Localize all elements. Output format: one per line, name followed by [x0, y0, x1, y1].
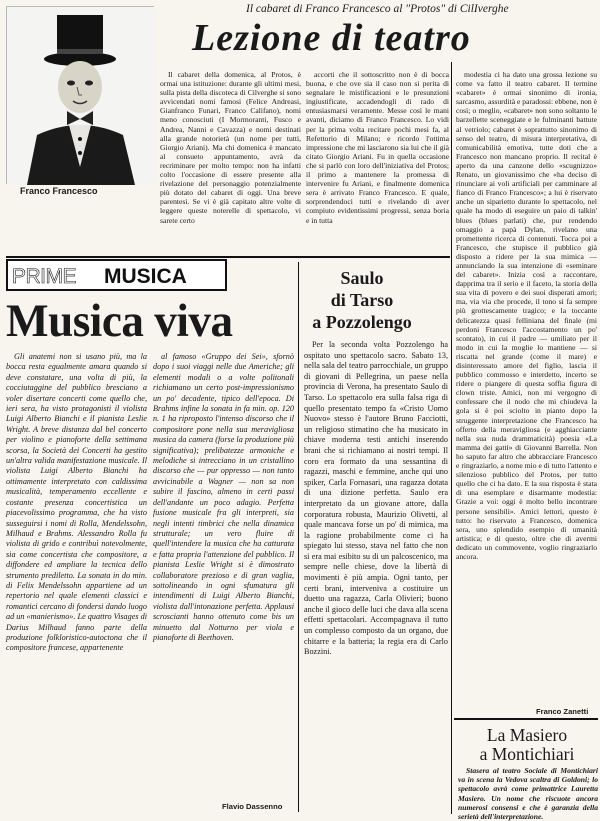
musica-text-1: Gli anatemi non si usano più, ma la bocca resta egualmente amara quando si deve constatare, una volta di più, la cocciutaggine del pubblico bresciano a voler disertare concerti come quello che, ieri sera, ha visto protagonisti il violista Luigi Alberto Bianchi e il pianista Leslie Wright. A breve distanza dal bel concerto per violino e pianoforte della settimana scorsa, la Società dei Concerti ha gestito un'altra valida manifestazione musicale. Il violista Luigi Alberto Bianchi ha ottimamente interpretato con caldissima musicalità, temperamento eccellente e costante presenza concertistica un piacevolissimo programma, che ha visto susseguirsi i nomi di Rolla, Mendelssohn, Milhaud e Brahms. Alessandro Rolla fu violista di grido e contribuì notevolmente, sia come concertista che compositore, a diffondere ed ampliare la tecnica dello strumento prediletto. La sonata in do min. di Felix Mendelssohn appartiene ad un repertorio nel quale elementi classici e romantici cercano di fondersi dando luogo ad un «manierismo». Le quattro Visages di Darius Milhaud fanno parte della produzione folkloristico-autoctona che il compositore francese, appartenente [6, 352, 147, 653]
cabaret-text-1: Il cabaret della domenica, al Protos, è ormai una istituzione: durante gli ultimi mesi, sulla pista della discoteca di Cilverghe si sono avvicendati nomi famosi (Felice Andreasi, Gianfranco Funari, Franco Califano), nomi meno conosciuti (I Mormoranti, Fusco e Andrea, Nanni e Cavazza) e nomi destinati alla grande notorietà (un nome per tutti, Giorgio Ariani). Ma chi domenica è mancato al consueto appuntamento, avrà da recriminare per molto tempo: non ha infatti colto l'occasione di essere presente alla rivelazione del personaggio potenzialmente più dotato del cabaret di oggi. Una breve parentesi. Se vi è già capitato altre volte di leggere queste noterelle di spettacolo, vi sarete certo [160, 70, 301, 225]
headline-masiero [456, 726, 598, 764]
performer-photo [6, 6, 154, 184]
musica-text-2: al famoso «Gruppo dei Sei», sfornò dopo i suoi viaggi nelle due Americhe; gli elementi modali o a volte politonali richiamano un certo post-impressionismo un po' decadente, tipico dell'epoca. Di Brahms infine la sonata in fa min. op. 120 n. 1 ha riproposto l'intenso discorso che il compositore pone nella sua meravigliosa musica da camera (forse la produzione più significativa); prelibatezze armoniche e melodiche si intrecciano in un cristallino discorso che — pur oppresso — non tanto avvicinabile a Wagner — non sa non subire il fascino, almeno in certi passi dell'andante un poco adagio. Perfetta fusione musicale fra gli interpreti, sia negli intenti timbrici che nella dinamica strutturale; un vero fluire di quell'intendere la musica che ha catturata e fatta propria l'attenzione del pubblico. Il pianista Leslie Wright si è dimostrato collaboratore prezioso e di gran vaglia, sottolineando in ogni sfumatura gli intendimenti di Luigi Alberto Bianchi, violista dall'intonazione perfetta. Applausi scroscianti hanno ottenuto come bis un minuetto dal Notturno per viola e pianoforte di Beethoven. [153, 352, 294, 642]
saulo-text: Per la seconda volta Pozzolengo ha ospitato uno spettacolo sacro. Sabato 13, nella sala del teatro parrocchiale, un gruppo di giovani di Pellegrina, un paese nella provincia di Verona, ha presentato Saulo di Tarso. Lo spettacolo era sulla falsa riga di quello presentato tempo fa «Cristo Uomo Nuovo» stesso è l'autore Bruno Facciotti, un religioso stimatino che ha musicato in chiave moderna testi antichi inserendo brani che si richiamano ai nostri tempi. Il coro era formato da una sessantina di ragazzi, maschi e femmine, anche qui uno spiker, Carla Fornasari, una ragazza dotata di una dizione perfetta. Saulo era interpretato da un giovane attore, dalla corporatura robusta, Maurizio Olivetti, al quale mancava forse un po' di mimica, ma la ragione probabilmente come ci ha spiegato lui stesso, stava nel fatto che non si era mai esibito su di un palcoscenico, ma sempre nelle chiese, dove la libertà di movimenti è più ampia. Ogni tanto, per certi brani, interveniva a costituire un duetto una ragazza, Carla Olivieri; buono anche il gioco delle luci che dava alla scena effetti spettacolari. Accompagnava il tutto un complesso composto da un organo, due chitarre e la batteria; la regia era di Carlo Bozzini. [304, 340, 448, 657]
section-divider-top [6, 256, 450, 258]
masiero-text: Stasera al teatro Sociale di Montichiari va in scena la Vedova scaltra di Goldoni; lo spettacolo avrà come primattrice Lauretta Masiero. Un nome che riscuote ancora numerosi consensi e che è garanzia della serietà dell'interpretazione. [458, 766, 598, 821]
cabaret-text-3: modestia ci ha dato una grossa lezione su come va fatto il teatro cabaret. Il termine «cabaret» è ormai sinonimo di ironia, sarcasmo, assurdità e paradossi: ebbene, non è così; o meglio, «cabaret» non sono soltanto le barzellette sceneggiate e le fulminanti battute al vetriolo; cabaret è soprattutto sinonimo di senso del teatro, di misura interpretativa, di comunicabilità emotiva, tutte doti che a Francesco non mancano proprio. Il recital è aperto da una canzone dello «scugnizzo» Renato, un giovanissimo che «ha deciso di rinunciare ai voli artificiali per camminare al fianco di Franco Francesco»; a lui è riservato anche un siparietto durante lo spettacolo, nel quale ha modo di eseguire un paio di talkin' blues (blues parlati) che, pur rendendo omaggio a papà Dylan, rivelano una promettente ricerca di contenuti. Tocca poi a Francesco, che stupisce il pubblico già disposto a ridere per la sua mimica — annunciando la sua intenzione di «seminare del cabaret». Inizia così a raccontare, dapprima tra il serio e il faceto, la storia della sua vita di povero e dei suoi disperati amori; ma, via via che procede, il tono si fa sempre più grottescamente tragico; e la toccante delicatezza quasi felliniana del finale (mi perdoni Francesco l'accostamento un po' scontato), in cui il padre — umiliato per il modo in cui la moglie lo mantiene — si riscatta nel grande (come il mare) e disinteressato amore del figlio, lascia il pubblico commosso e interdetto, incerto se ridere o piangere di questa soffia figura di clown triste. Amici, non mi vergogno di confessare che il nodo che mi chiudeva la gola si è poi sciolto in pianto dopo la struggente interpretazione che Francesco ha offerto della meravigliosa (e agghiacciante nella sua nuda drammaticità) poesia «La mamma dei gatti» di Giovanni Barrella. Non ho saputo far altro che abbracciare Francesco e ringraziarlo, a nome mio e di tutto l'attento e silenzioso pubblico del Protos, per tutto quello che ci ha dato. E la sua risposta è stata di una esemplare e disarmante modestia: Grazie a voi: oggi è molto bello incontrare persone sensibili». Amici lettori, questo è tutto: ho riservato a Francesco, domenica sera, uno splendido esempio di umanità artistica; e di questo, oltre che di avermi dedicato un commovente, voglio ringraziarlo ancora. [456, 70, 597, 561]
cabaret-column-1 [160, 70, 301, 254]
saulo-headline-line-1: Saulo [340, 268, 384, 288]
cabaret-column-3 [456, 70, 597, 704]
column-divider-main [451, 62, 452, 814]
headline-lezione-di-teatro: Lezione di teatro [192, 17, 471, 59]
musica-column-1 [6, 352, 147, 812]
banner-musica: MUSICA [104, 265, 187, 288]
masiero-headline-line-1: La Masiero [486, 725, 568, 745]
section-banner [6, 259, 227, 291]
cabaret-column-2 [306, 70, 449, 254]
masiero-headline-line-2: a Montichiari [479, 744, 575, 764]
article-kicker: Il cabaret di Franco Francesco al "Protos" di CilIverghe [246, 3, 509, 15]
saulo-headline-line-2: di Tarso [330, 290, 394, 310]
saulo-headline-line-3: a Pozzolengo [312, 312, 412, 332]
cabaret-text-2: accorti che il sottoscritto non è di bocca buona, e che ove sia il caso non si perita di segnalare le mistificazioni e le presunzioni ingiustificate, accadendogli di rado di entusiasmarsi veramente. Messe così le mani avanti, diciamo di Franco Francesco. Lo vidi per la prima volta recitare pochi mesi fa, al Refettorio di Milano; e ricordo l'ottima impressione che mi lasciarono sia lui che il già citato Giorgio Ariani. Fu in quella occasione che si parlò con loro dell'iniziativa del Protos; il primo a mantenere la promessa di intervenire fu Ariani, e finalmente domenica sera è arrivato Franco Francesco. E quale, sorprendendoci tutti e rivelando di aver compiuto evidentissimi progressi, senza boria e in tutta [306, 70, 449, 225]
performer-portrait-image [7, 7, 155, 185]
musica-column-2 [153, 352, 294, 802]
musica-byline: Flavio Dassenno [222, 802, 283, 811]
banner-prime: PRIME [12, 265, 77, 288]
cabaret-byline: Franco Zanetti [536, 707, 589, 716]
headline-musica-viva: Musica viva [6, 295, 233, 347]
masiero-column [458, 766, 598, 821]
section-divider-masiero [454, 718, 598, 720]
saulo-column [304, 340, 448, 812]
photo-caption: Franco Francesco [20, 186, 98, 196]
headline-saulo-di-tarso [302, 267, 422, 333]
